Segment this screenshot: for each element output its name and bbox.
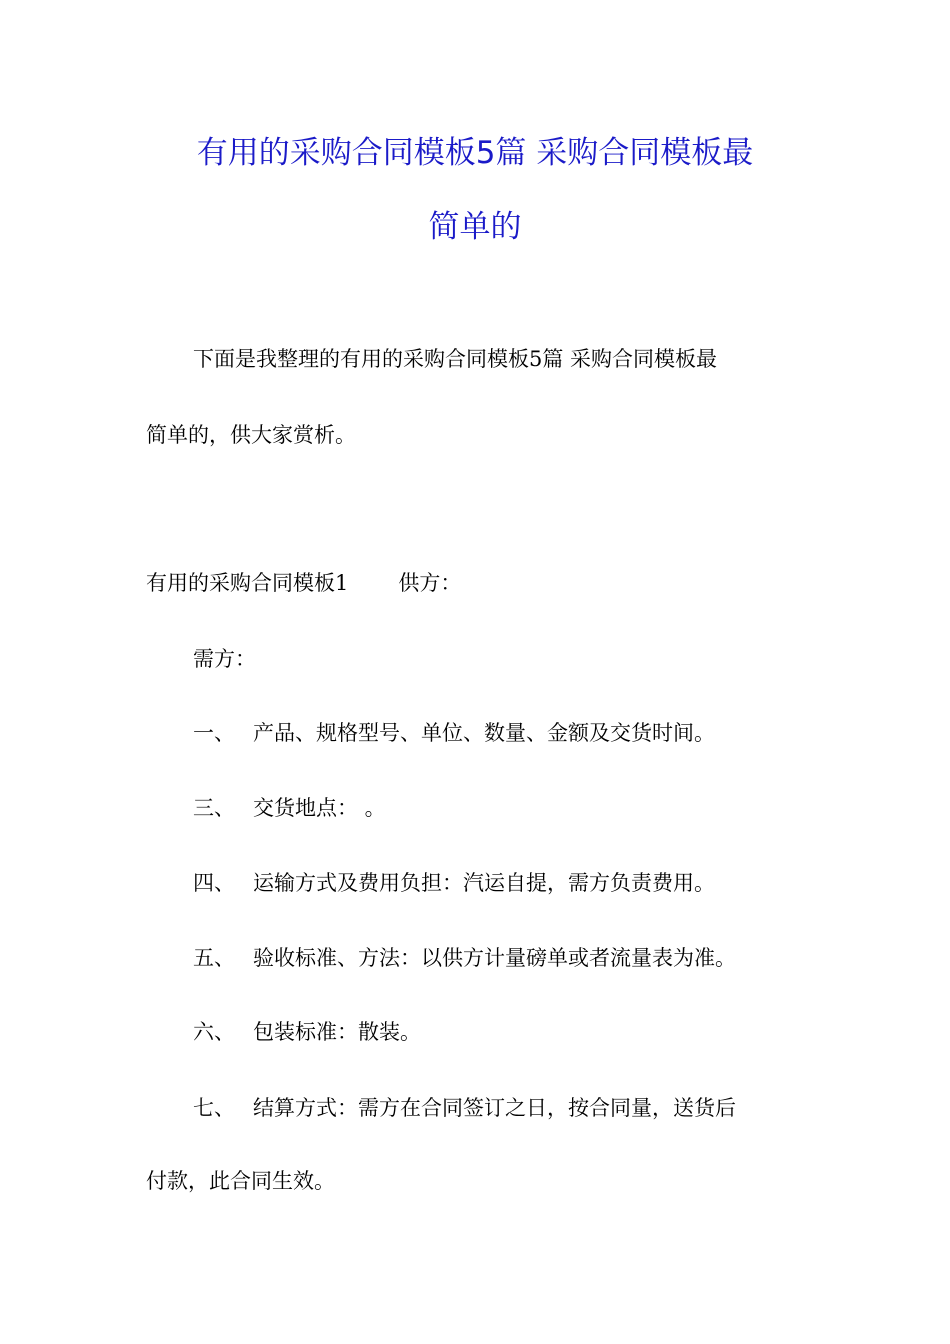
clause-number: 七、 (193, 1096, 235, 1120)
clause-text: 结算方式：需方在合同签订之日，按合同量，送货后 (253, 1096, 736, 1120)
section-heading-row (146, 568, 461, 598)
clause-text: 验收标准、方法：以供方计量磅单或者流量表为准。 (253, 946, 736, 970)
intro-line-1: 下面是我整理的有用的采购合同模板5篇 采购合同模板最 (193, 347, 718, 371)
clause-number: 三、 (193, 796, 235, 820)
clause-text: 产品、规格型号、单位、数量、金额及交货时间。 (253, 721, 715, 745)
clause-item (193, 718, 715, 748)
clause-text: 交货地点： 。 (253, 796, 386, 820)
clause-number: 五、 (193, 946, 235, 970)
section-heading: 有用的采购合同模板1 (146, 571, 349, 595)
clause-item (193, 943, 736, 973)
document-title-line-2: 简单的 (428, 209, 522, 245)
clause-item (193, 868, 715, 898)
clause-item (193, 1093, 736, 1123)
clause-number: 一、 (193, 721, 235, 745)
clause-number: 四、 (193, 871, 235, 895)
clause-text: 包装标准：散装。 (253, 1020, 421, 1044)
clause-item (193, 793, 386, 823)
clause-item (193, 1017, 421, 1047)
clause-text: 运输方式及费用负担：汽运自提，需方负责费用。 (253, 871, 715, 895)
clause-number: 六、 (193, 1020, 235, 1044)
supplier-label: 供方： (398, 571, 462, 595)
document-title-line-1: 有用的采购合同模板5篇 采购合同模板最 (196, 135, 754, 171)
intro-line-2: 简单的，供大家赏析。 (146, 423, 356, 447)
buyer-label: 需方： (193, 647, 256, 671)
clause-continuation: 付款，此合同生效。 (146, 1169, 335, 1193)
